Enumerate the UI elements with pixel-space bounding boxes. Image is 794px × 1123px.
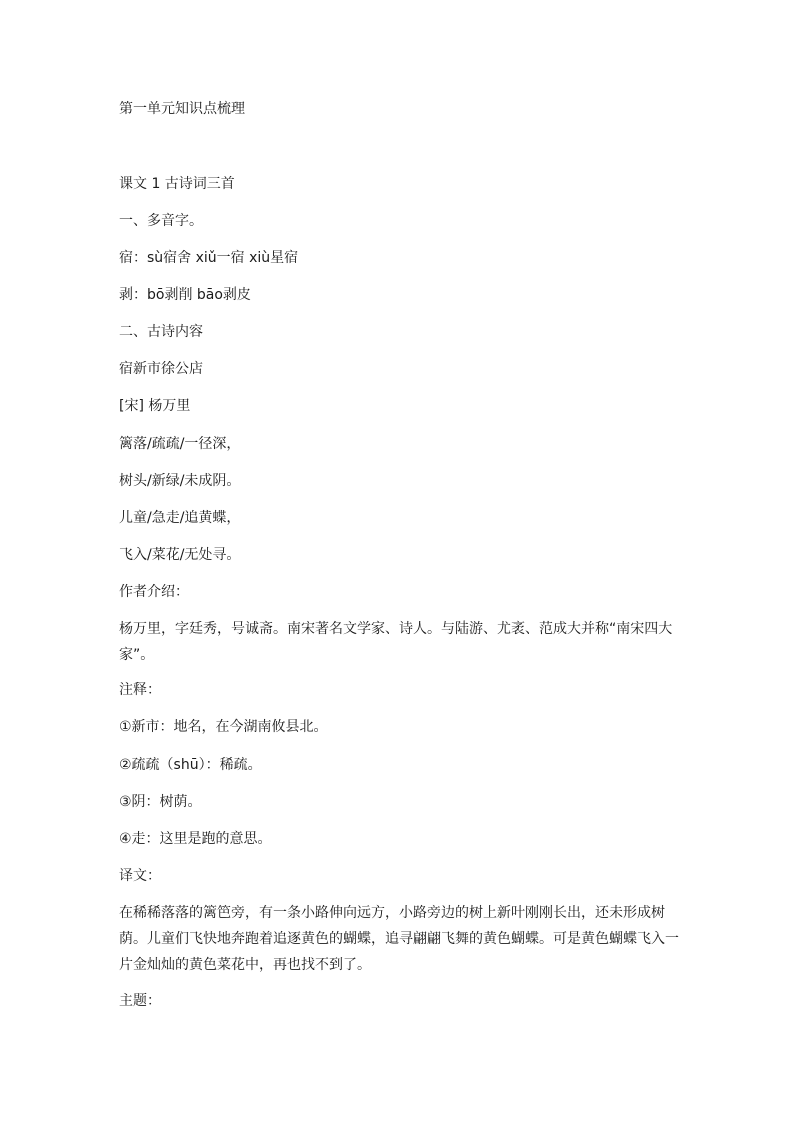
poem-line: 树头/新绿/未成阴。 bbox=[119, 473, 241, 489]
poem-title: 宿新市徐公店 bbox=[119, 361, 203, 377]
note-item: ④走：这里是跑的意思。 bbox=[119, 831, 272, 847]
note-item: ③阴：树荫。 bbox=[119, 794, 202, 810]
polyphone-line-2: 剥：bō剥削 bāo剥皮 bbox=[119, 287, 251, 303]
poem-line: 篱落/疏疏/一径深， bbox=[119, 436, 241, 452]
note-item: ①新市：地名，在今湖南攸县北。 bbox=[119, 719, 328, 735]
poem-author: [宋] 杨万里 bbox=[119, 398, 191, 414]
translation-heading: 译文： bbox=[119, 868, 161, 884]
translation-text: 在稀稀落落的篱笆旁，有一条小路伸向远方，小路旁边的树上新叶刚刚长出，还未形成树荫。儿童们飞快地奔跑着追逐黄色的蝴蝶，追寻翩翩飞舞的黄色蝴蝶。可是黄色蝴蝶飞入一片金灿灿的黄色菜花中，再也找不到了。 bbox=[119, 905, 679, 973]
section1-heading: 一、多音字。 bbox=[119, 213, 203, 229]
polyphone-line-1: 宿：sù宿舍 xiǔ一宿 xiù星宿 bbox=[119, 250, 299, 266]
author-intro-text: 杨万里，字廷秀，号诚斋。南宋著名文学家、诗人。与陆游、尤袤、范成大并称“南宋四大家”。 bbox=[119, 621, 673, 663]
poem-line: 儿童/急走/追黄蝶， bbox=[119, 510, 241, 526]
notes-heading: 注释： bbox=[119, 682, 161, 698]
poem-line: 飞入/菜花/无处寻。 bbox=[119, 547, 241, 563]
note-item: ②疏疏（shū）：稀疏。 bbox=[119, 757, 262, 773]
document-title: 第一单元知识点梳理 bbox=[119, 101, 245, 117]
author-intro-heading: 作者介绍： bbox=[119, 584, 189, 600]
section2-heading: 二、古诗内容 bbox=[119, 324, 203, 340]
lesson-title: 课文 1 古诗词三首 bbox=[119, 176, 235, 192]
theme-heading: 主题： bbox=[119, 993, 161, 1009]
